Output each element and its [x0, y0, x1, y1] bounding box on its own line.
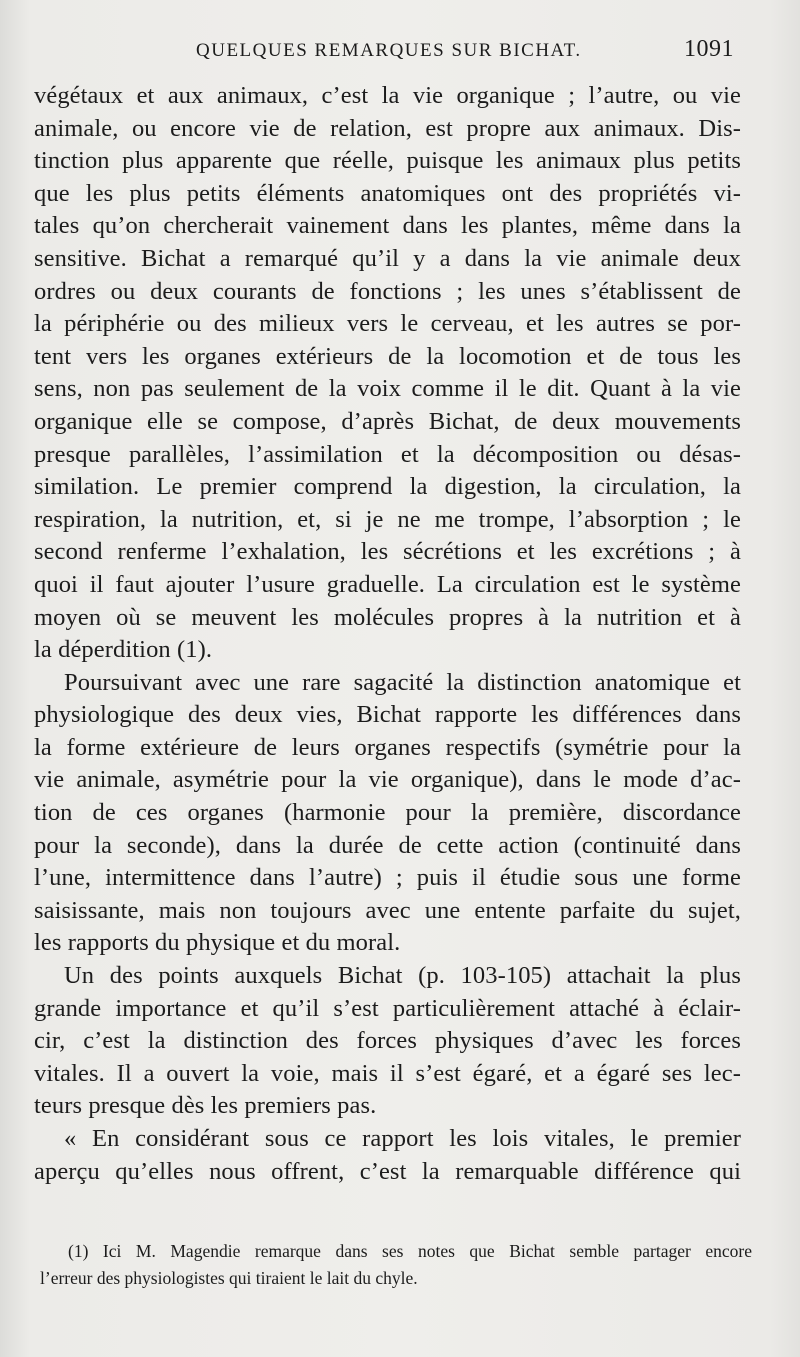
text-line: Un des points auxquels Bichat (p. 103-105) attachait la plus	[64, 962, 741, 990]
text-line: quoi il faut ajouter l’usure graduelle. La circulation est le système	[34, 570, 741, 598]
text-line: saisissante, mais non toujours avec une entente parfaite du sujet,	[34, 896, 741, 924]
text-line: second renferme l’exhalation, les sécrétions et les excrétions ; à	[34, 538, 741, 566]
text-line: grande importance et qu’il s’est particulièrement attaché à éclair-	[34, 994, 741, 1022]
text-line: moyen où se meuvent les molécules propres à la nutrition et à	[34, 603, 741, 631]
text-line: sens, non pas seulement de la voix comme il le dit. Quant à la vie	[34, 375, 741, 403]
text-line: presque parallèles, l’assimilation et la décomposition ou désas-	[34, 440, 741, 468]
text-line: la périphérie ou des milieux vers le cerveau, et les autres se por-	[34, 310, 741, 338]
text-line: physiologique des deux vies, Bichat rapporte les différences dans	[34, 701, 741, 729]
footnote-line: (1) Ici M. Magendie remarque dans ses notes que Bichat semble partager encore	[68, 1241, 752, 1261]
page-number: 1091	[684, 36, 734, 62]
text-line: organique elle se compose, d’après Bichat, de deux mouvements	[34, 407, 741, 435]
text-line: l’une, intermittence dans l’autre) ; puis il étudie sous une forme	[34, 864, 741, 892]
text-line: vitales. Il a ouvert la voie, mais il s’est égaré, et a égaré ses lec-	[34, 1059, 741, 1087]
body-text	[34, 80, 741, 1188]
text-line: cir, c’est la distinction des forces physiques d’avec les forces	[34, 1027, 741, 1055]
text-line: que les plus petits éléments anatomiques ont des propriétés vi-	[34, 179, 741, 207]
text-line: tion de ces organes (harmonie pour la première, discordance	[34, 799, 741, 827]
text-line: aperçu qu’elles nous offrent, c’est la remarquable différence qui	[34, 1157, 741, 1185]
text-line: pour la seconde), dans la durée de cette action (continuité dans	[34, 831, 741, 859]
text-line: tinction plus apparente que réelle, puisque les animaux plus petits	[34, 147, 741, 175]
page-header	[40, 36, 740, 72]
text-line: la déperdition (1).	[34, 636, 213, 664]
text-line: la forme extérieure de leurs organes respectifs (symétrie pour la	[34, 733, 741, 761]
footnote-line: l’erreur des physiologistes qui tiraient le lait du chyle.	[40, 1268, 418, 1288]
text-line: animale, ou encore vie de relation, est propre aux animaux. Dis-	[34, 114, 741, 142]
text-line: similation. Le premier comprend la digestion, la circulation, la	[34, 473, 741, 501]
text-line: vie animale, asymétrie pour la vie organique), dans le mode d’ac-	[34, 766, 741, 794]
text-line: les rapports du physique et du moral.	[34, 929, 401, 957]
footnotes	[40, 1238, 752, 1292]
text-line: sensitive. Bichat a remarqué qu’il y a dans la vie animale deux	[34, 244, 741, 272]
text-line: ordres ou deux courants de fonctions ; les unes s’établissent de	[34, 277, 741, 305]
text-line: tales qu’on chercherait vainement dans les plantes, même dans la	[34, 212, 741, 240]
text-line: « En considérant sous ce rapport les lois vitales, le premier	[64, 1125, 741, 1152]
text-line: végétaux et aux animaux, c’est la vie organique ; l’autre, ou vie	[34, 82, 741, 109]
text-line: teurs presque dès les premiers pas.	[34, 1092, 377, 1120]
text-line: respiration, la nutrition, et, si je ne me trompe, l’absorption ; le	[34, 505, 741, 533]
text-line: Poursuivant avec une rare sagacité la distinction anatomique et	[64, 668, 741, 696]
text-line: tent vers les organes extérieurs de la locomotion et de tous les	[34, 342, 741, 370]
running-title: QUELQUES REMARQUES SUR BICHAT.	[196, 40, 582, 61]
